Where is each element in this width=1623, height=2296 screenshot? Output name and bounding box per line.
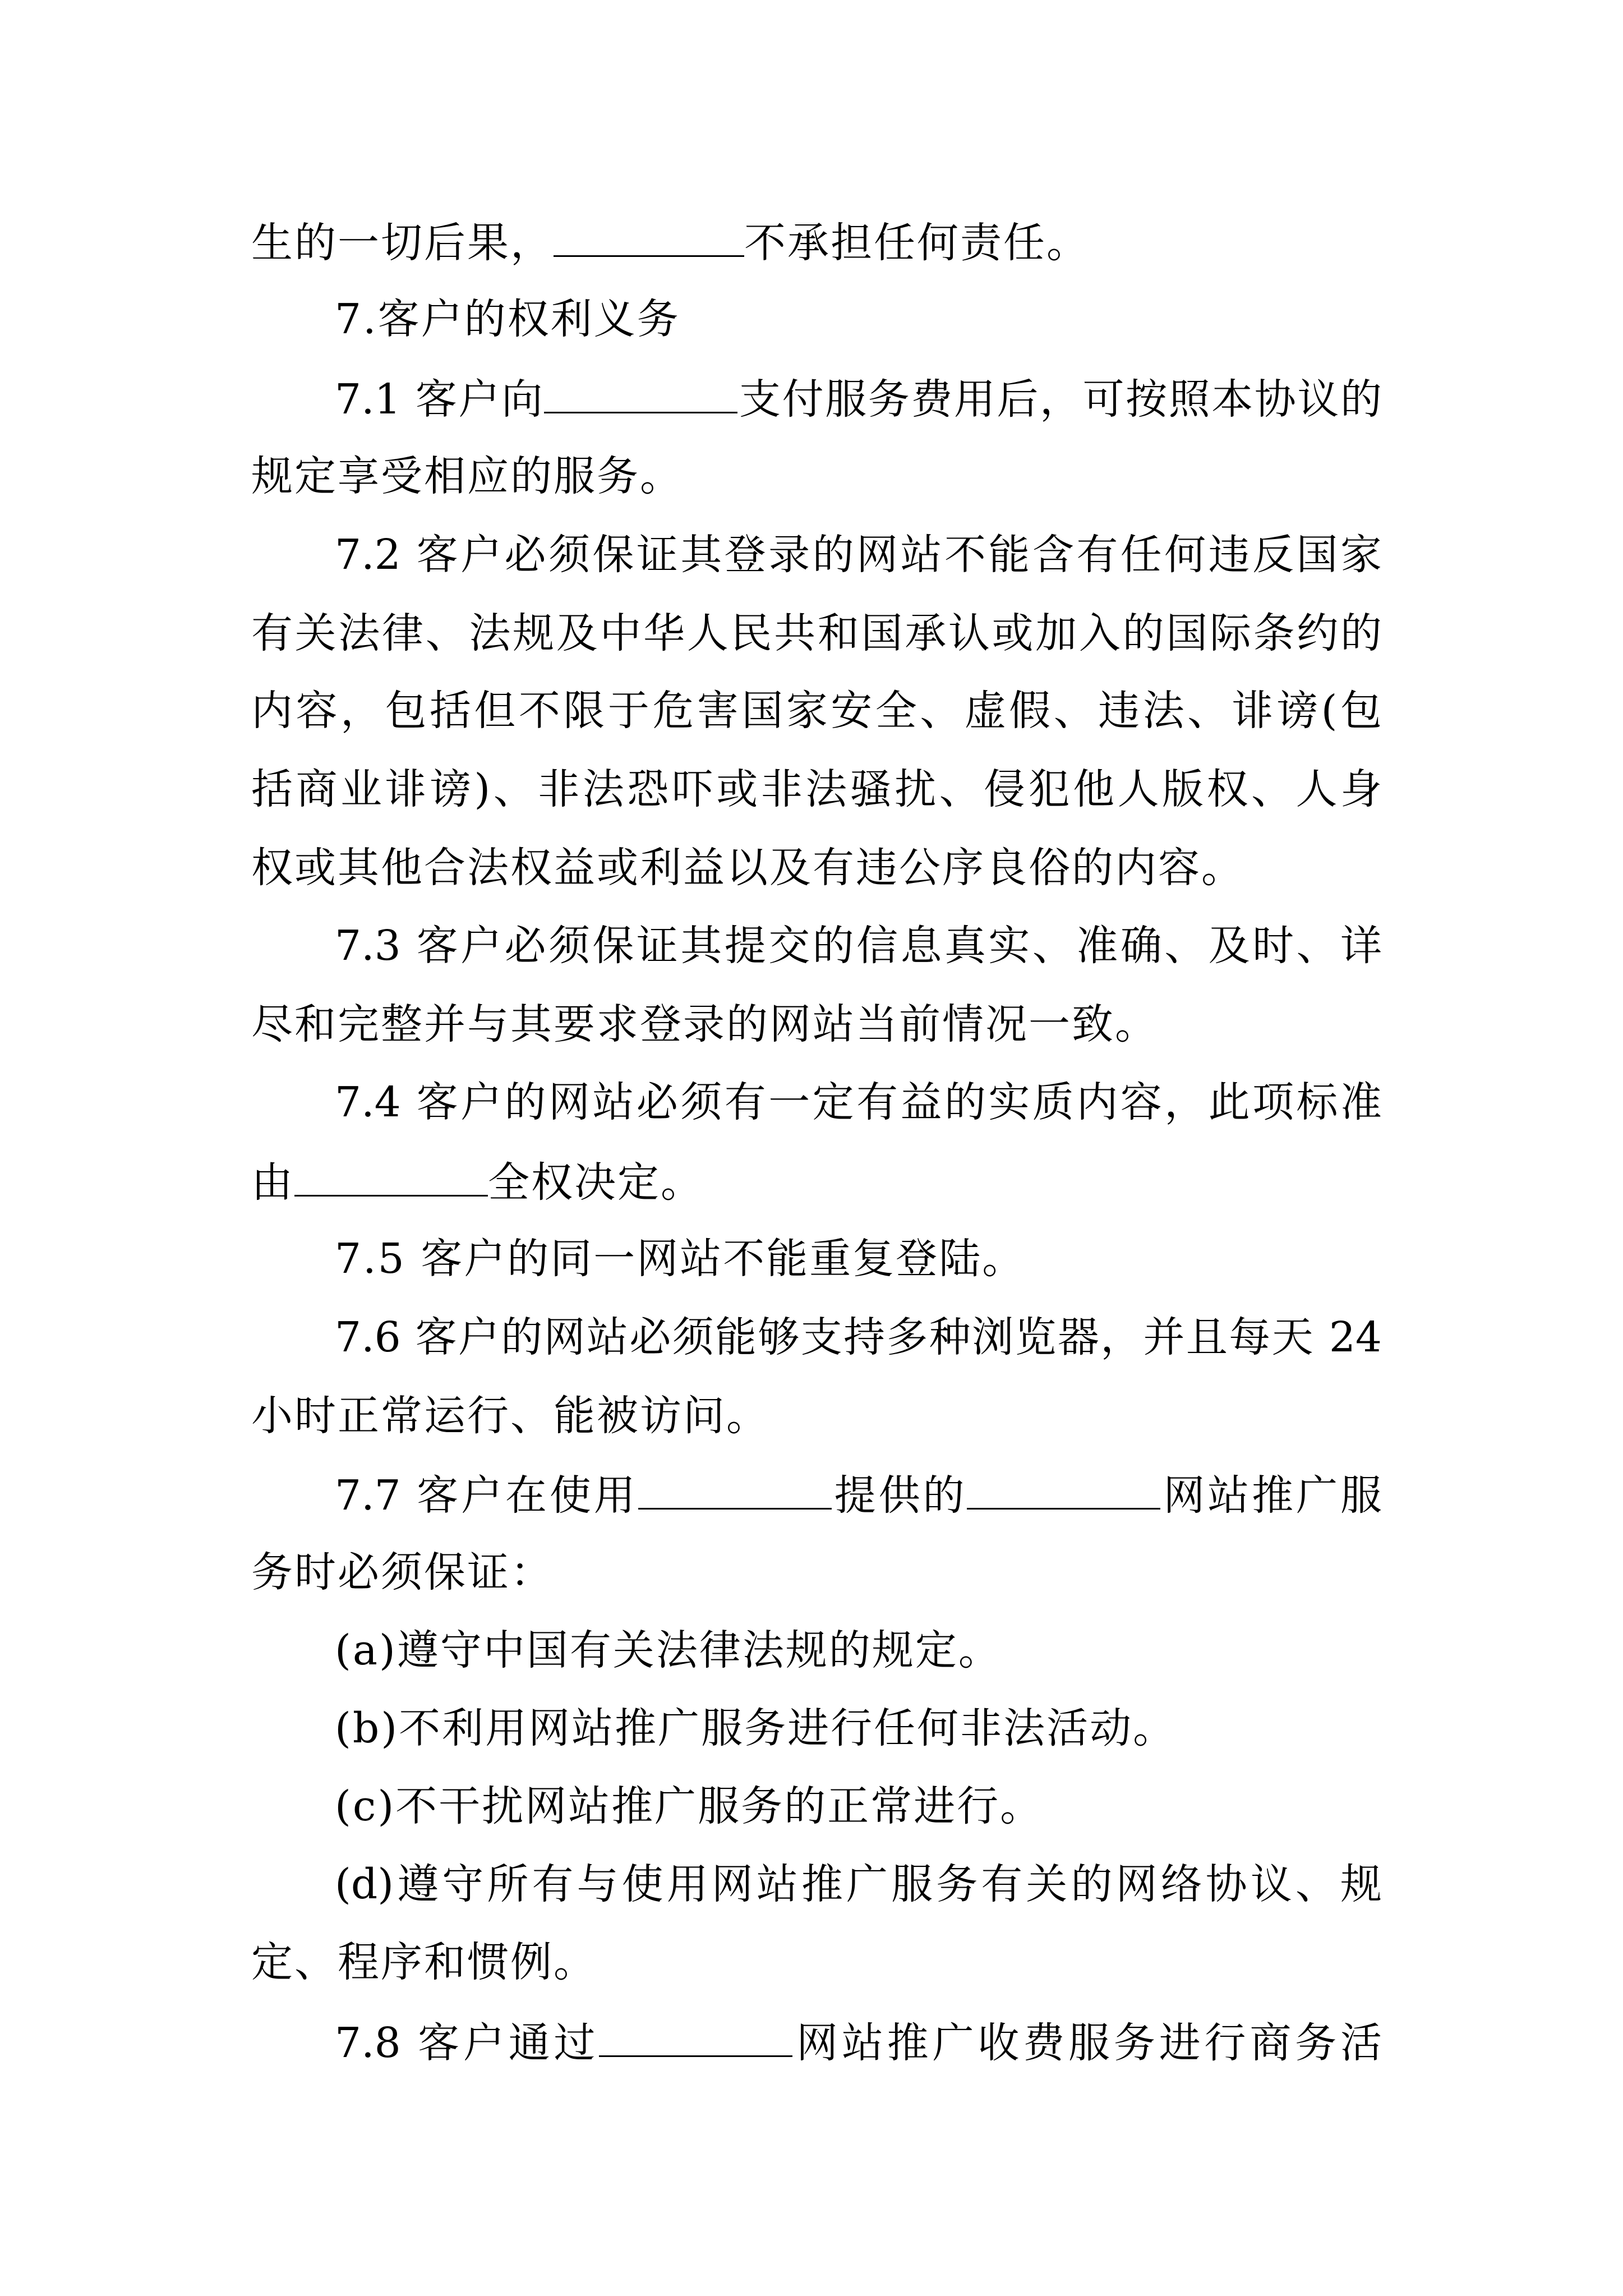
fill-in-blank bbox=[544, 372, 737, 413]
text-segment: 由 bbox=[251, 1158, 294, 1207]
list-item: (a)遵守中国有关法律法规的规定。 bbox=[335, 1626, 1002, 1674]
paragraph-line bbox=[335, 2016, 1382, 2067]
paragraph-line: 7.2 客户必须保证其登录的网站不能含有任何违反国家 bbox=[335, 531, 1382, 579]
text-segment: 生的一切后果， bbox=[251, 219, 554, 267]
paragraph-line: 括商业诽谤)、非法恐吓或非法骚扰、侵犯他人版权、人身 bbox=[251, 765, 1382, 813]
paragraph-line: 7.3 客户必须保证其提交的信息真实、准确、及时、详 bbox=[335, 922, 1382, 970]
list-item: (c)不干扰网站推广服务的正常进行。 bbox=[335, 1782, 1044, 1830]
paragraph-line: 定、程序和惯例。 bbox=[251, 1938, 597, 1986]
paragraph-line: 7.5 客户的同一网站不能重复登陆。 bbox=[335, 1235, 1026, 1283]
text-segment: 7.1 客户向 bbox=[335, 375, 545, 424]
paragraph-line bbox=[335, 372, 1382, 423]
paragraph-line bbox=[251, 1156, 704, 1206]
text-segment: 不承担任何责任。 bbox=[744, 219, 1090, 267]
paragraph-line: 有关法律、法规及中华人民共和国承认或加入的国际条约的 bbox=[251, 609, 1382, 657]
paragraph-line: 小时正常运行、能被访问。 bbox=[251, 1392, 769, 1440]
paragraph-line: 尽和完整并与其要求登录的网站当前情况一致。 bbox=[251, 1000, 1158, 1048]
text-segment: 网站推广服 bbox=[1160, 1471, 1382, 1520]
paragraph-line bbox=[251, 216, 1090, 266]
text-segment: 全权决定。 bbox=[488, 1158, 704, 1207]
paragraph-line bbox=[335, 1469, 1382, 1519]
fill-in-blank bbox=[599, 2016, 792, 2057]
paragraph-line: 7.4 客户的网站必须有一定有益的实质内容，此项标准 bbox=[335, 1078, 1382, 1126]
fill-in-blank bbox=[967, 1469, 1160, 1510]
paragraph-line: 7.6 客户的网站必须能够支持多种浏览器，并且每天 24 bbox=[335, 1313, 1382, 1361]
paragraph-line: 权或其他合法权益或利益以及有违公序良俗的内容。 bbox=[251, 844, 1244, 892]
text-segment: 提供的 bbox=[831, 1471, 967, 1520]
section-heading: 7.客户的权利义务 bbox=[335, 295, 680, 343]
paragraph-line: 务时必须保证： bbox=[251, 1548, 554, 1596]
fill-in-blank bbox=[554, 216, 744, 257]
fill-in-blank bbox=[294, 1156, 488, 1197]
text-segment: 7.7 客户在使用 bbox=[335, 1471, 638, 1520]
list-item: (b)不利用网站推广服务进行任何非法活动。 bbox=[335, 1704, 1177, 1752]
list-item: (d)遵守所有与使用网站推广服务有关的网络协议、规 bbox=[335, 1860, 1382, 1908]
text-segment: 支付服务费用后，可按照本协议的 bbox=[737, 375, 1382, 424]
text-segment: 7.8 客户通过 bbox=[335, 2019, 600, 2067]
paragraph-line: 规定享受相应的服务。 bbox=[251, 452, 683, 500]
fill-in-blank bbox=[638, 1469, 832, 1510]
text-segment: 网站推广收费服务进行商务活 bbox=[792, 2019, 1382, 2067]
paragraph-line: 内容，包括但不限于危害国家安全、虚假、违法、诽谤(包 bbox=[251, 687, 1382, 735]
